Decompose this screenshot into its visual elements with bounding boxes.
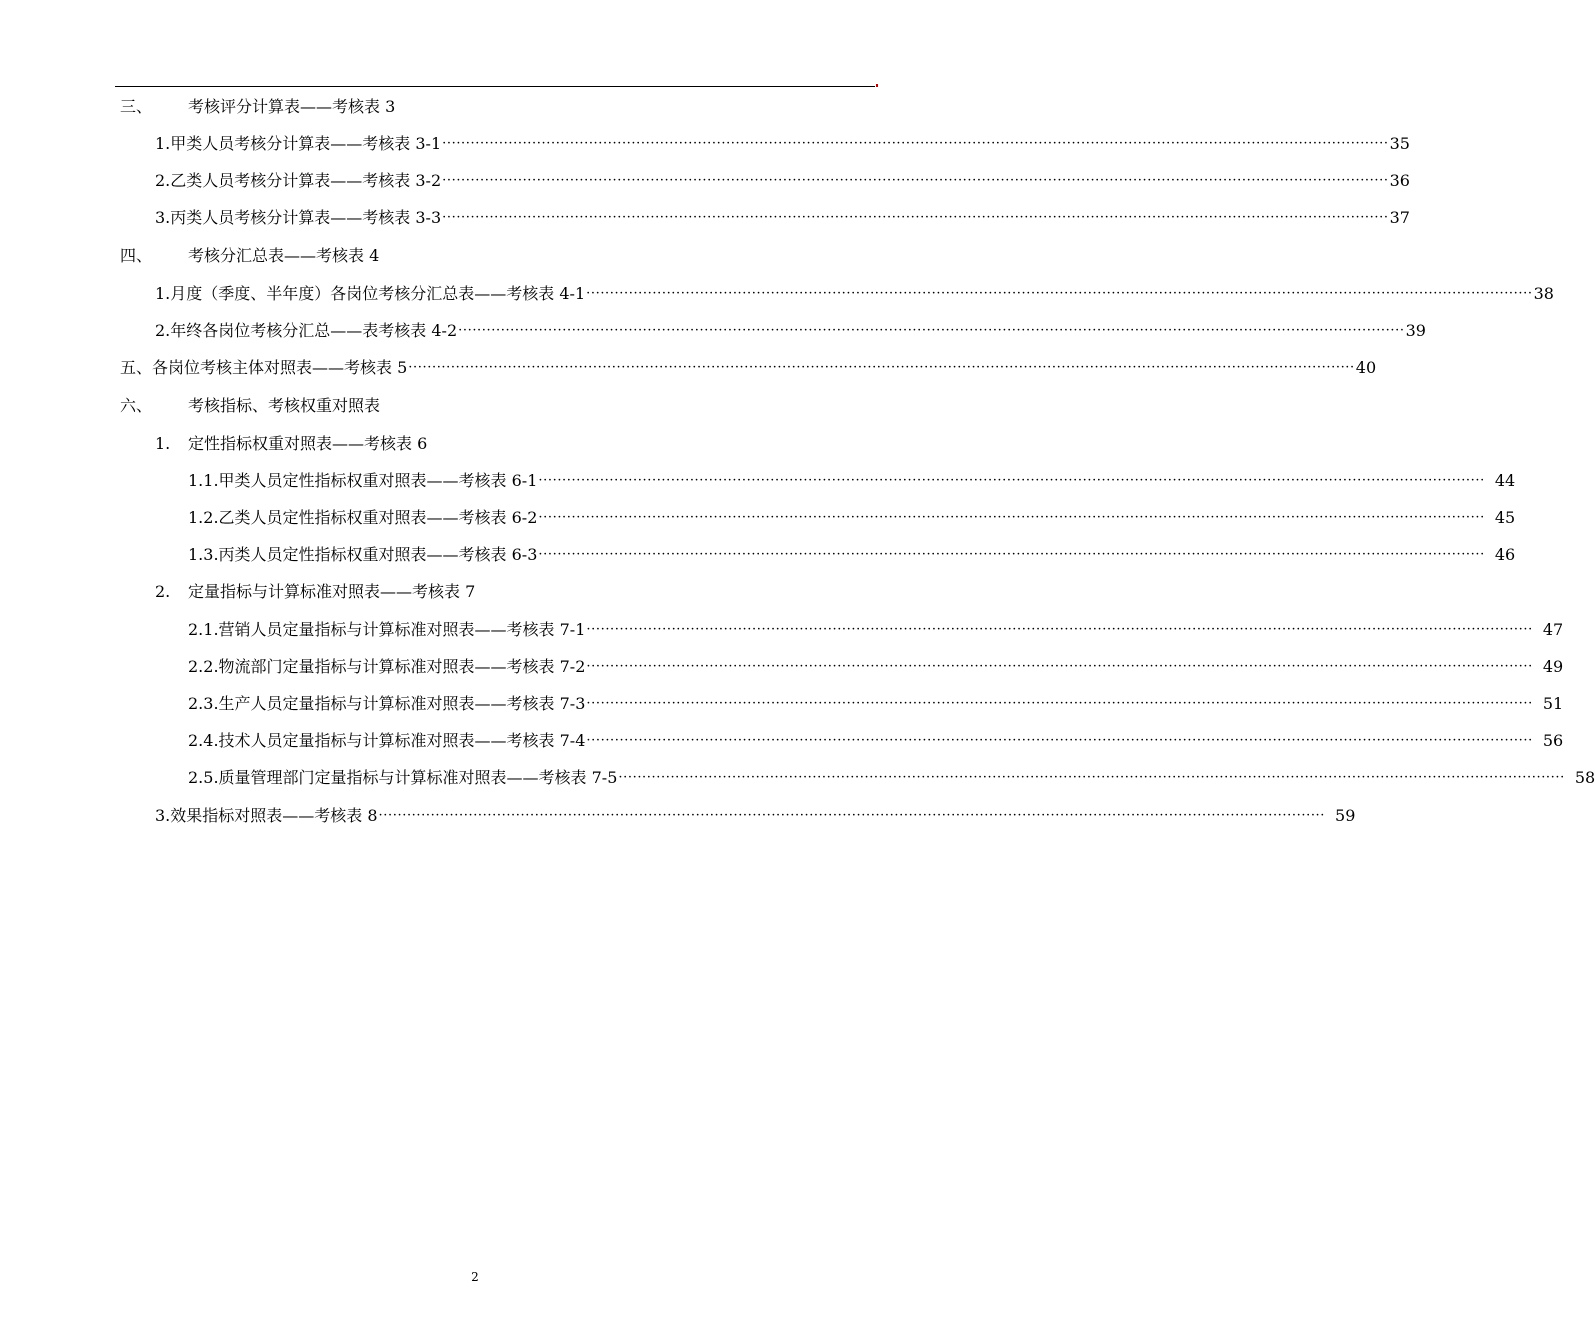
toc-dot-leader: ········································································································································································································	[586, 733, 1533, 748]
toc-entry-title: 生产人员定量指标与计算标准对照表——考核表 7-3	[218, 694, 586, 713]
toc-entry-title: 月度（季度、半年度）各岗位考核分汇总表——考核表 4-1	[170, 284, 586, 303]
toc-entry-title: 考核分汇总表——考核表 4	[188, 246, 380, 265]
toc-entry-title: 考核评分计算表——考核表 3	[188, 97, 396, 116]
toc-entry[interactable]	[188, 655, 1564, 679]
toc-entry-number: 2.	[155, 171, 171, 190]
toc-dot-leader: ········································································································································································································	[538, 547, 1485, 562]
toc-dot-leader: ········································································································································································································	[538, 510, 1485, 525]
toc-entry[interactable]	[120, 95, 850, 119]
toc-entry[interactable]	[155, 132, 1410, 156]
toc-entry[interactable]	[120, 394, 850, 418]
toc-entry-page: 40	[1355, 358, 1377, 377]
toc-entry-number: 2.	[155, 321, 171, 340]
toc-dot-leader: ········································································································································································································	[538, 473, 1485, 488]
toc-entry-number: 1.	[155, 284, 171, 303]
toc-dot-leader: ········································································································································································································	[586, 696, 1533, 711]
toc-dot-leader: ········································································································································································································	[442, 173, 1389, 188]
toc-entry-page: 37	[1389, 208, 1410, 227]
toc-entry-page: 35	[1389, 134, 1410, 153]
toc-entry[interactable]	[155, 206, 1410, 230]
toc-entry[interactable]	[188, 618, 1564, 642]
toc-entry[interactable]	[155, 432, 850, 456]
toc-entry-title: 丙类人员考核分计算表——考核表 3-3	[170, 208, 442, 227]
toc-entry-title: 物流部门定量指标与计算标准对照表——考核表 7-2	[218, 657, 586, 676]
toc-entry-number: 2.	[155, 582, 171, 601]
toc-entry[interactable]	[155, 319, 1426, 343]
toc-entry[interactable]	[155, 580, 850, 604]
toc-entry-page: 44	[1494, 471, 1516, 490]
toc-dot-leader: ········································································································································································································	[618, 770, 1565, 785]
toc-dot-leader: ········································································································································································································	[586, 659, 1533, 674]
toc-entry-title: 效果指标对照表——考核表 8	[170, 806, 378, 825]
page-number: 2	[471, 1270, 479, 1284]
toc-entry-page: 51	[1542, 694, 1564, 713]
toc-dot-leader: ········································································································································································································	[442, 210, 1389, 225]
toc-entry-title: 甲类人员考核分计算表——考核表 3-1	[170, 134, 442, 153]
toc-entry-page: 58	[1574, 768, 1595, 787]
toc-entry-title: 营销人员定量指标与计算标准对照表——考核表 7-1	[218, 620, 586, 639]
toc-entry-page: 36	[1389, 171, 1410, 190]
toc-entry[interactable]	[188, 692, 1564, 716]
toc-entry-number: 2.3.	[188, 694, 219, 713]
toc-entry-number: 六、	[120, 396, 153, 415]
toc-entry-title: 定性指标权重对照表——考核表 6	[188, 434, 428, 453]
toc-entry[interactable]	[188, 766, 1595, 790]
toc-entry-number: 2.5.	[188, 768, 219, 787]
toc-dot-leader: ········································································································································································································	[586, 286, 1533, 301]
toc-entry-page: 49	[1542, 657, 1564, 676]
toc-entry-number: 1.2.	[188, 508, 219, 527]
toc-dot-leader: ········································································································································································································	[586, 622, 1533, 637]
toc-entry-number: 3.	[155, 806, 171, 825]
toc-entry-title: 技术人员定量指标与计算标准对照表——考核表 7-4	[218, 731, 586, 750]
toc-entry-number: 2.1.	[188, 620, 219, 639]
toc-entry[interactable]	[155, 169, 1410, 193]
toc-entry-page: 39	[1405, 321, 1426, 340]
toc-entry[interactable]	[188, 506, 1516, 530]
toc-entry[interactable]	[155, 804, 1356, 828]
toc-entry-number: 3.	[155, 208, 171, 227]
toc-entry-number: 四、	[120, 246, 153, 265]
toc-entry-title: 考核指标、考核权重对照表	[188, 396, 381, 415]
toc-entry-title: 甲类人员定性指标权重对照表——考核表 6-1	[218, 471, 538, 490]
toc-entry-number: 1.1.	[188, 471, 219, 490]
toc-entry-page: 38	[1533, 284, 1554, 303]
toc-entry-title: 质量管理部门定量指标与计算标准对照表——考核表 7-5	[218, 768, 618, 787]
toc-entry-title: 乙类人员定性指标权重对照表——考核表 6-2	[218, 508, 538, 527]
toc-entry-number: 三、	[120, 97, 153, 116]
toc-dot-leader: ········································································································································································································	[408, 360, 1355, 375]
toc-dot-leader: ········································································································································································································	[378, 808, 1326, 823]
toc-entry-page: 45	[1494, 508, 1516, 527]
toc-entry-page: 56	[1542, 731, 1564, 750]
toc-entry-title: 乙类人员考核分计算表——考核表 3-2	[170, 171, 442, 190]
toc-entry-number: 1.3.	[188, 545, 219, 564]
toc-entry-number: 1.	[155, 434, 171, 453]
toc-entry[interactable]	[120, 356, 1377, 380]
toc-entry[interactable]	[188, 729, 1564, 753]
toc-entry[interactable]	[120, 244, 850, 268]
toc-entry-number: 2.2.	[188, 657, 219, 676]
toc-dot-leader: ········································································································································································································	[458, 323, 1405, 338]
toc-entry-page: 47	[1542, 620, 1564, 639]
toc-entry-number: 五、	[120, 358, 153, 377]
toc-entry-title: 各岗位考核主体对照表——考核表 5	[152, 358, 408, 377]
toc-entry-title: 丙类人员定性指标权重对照表——考核表 6-3	[218, 545, 538, 564]
toc-entry-page: 59	[1335, 806, 1356, 825]
toc-entry-number: 1.	[155, 134, 171, 153]
toc-entry-number: 2.4.	[188, 731, 219, 750]
toc-entry-title: 年终各岗位考核分汇总——表考核表 4-2	[170, 321, 458, 340]
toc-dot-leader: ········································································································································································································	[442, 136, 1389, 151]
toc-entry[interactable]	[188, 469, 1516, 493]
toc-entry[interactable]	[155, 282, 1554, 306]
toc-entry-title: 定量指标与计算标准对照表——考核表 7	[188, 582, 476, 601]
toc-entry[interactable]	[188, 543, 1516, 567]
toc-entry-page: 46	[1494, 545, 1516, 564]
